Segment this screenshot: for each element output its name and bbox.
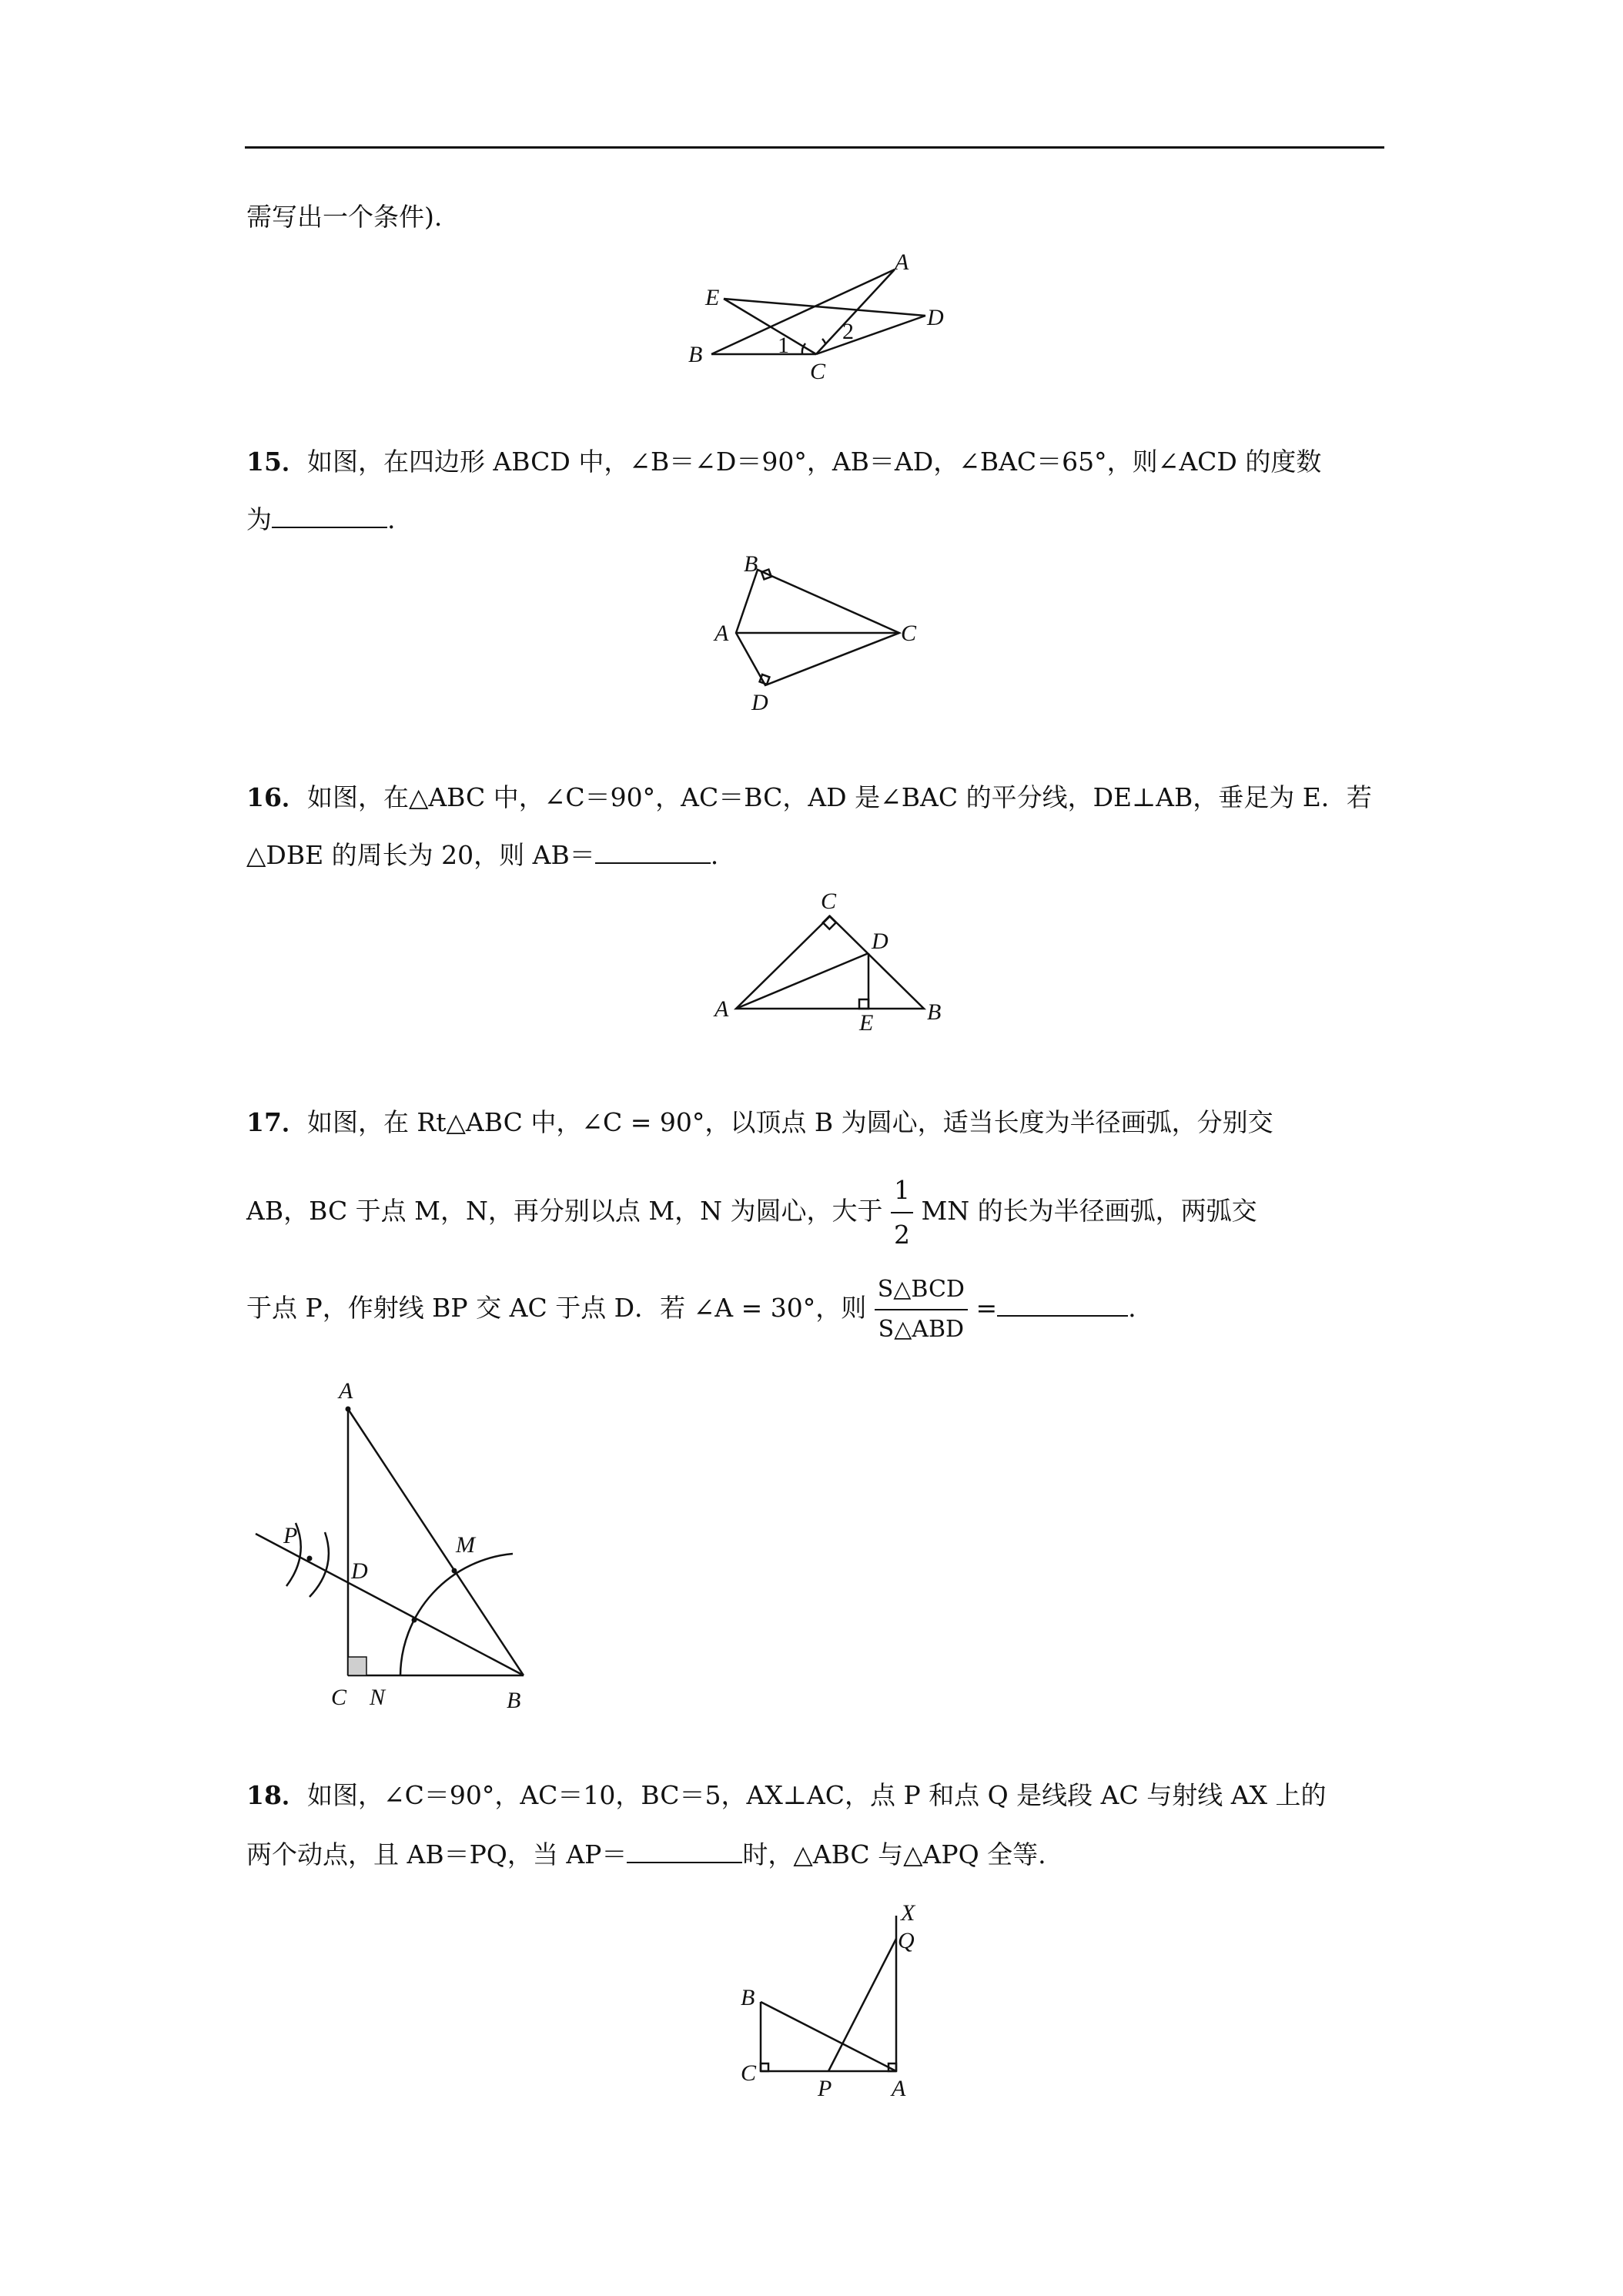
label-B: B xyxy=(688,342,703,367)
q16-line2-post: . xyxy=(710,840,719,870)
q18-text: 如图，∠C＝90°，AC＝10，BC＝5，AX⊥AC，点 P 和点 Q 是线段 AC 与射线 AX 上的 xyxy=(306,1780,1327,1810)
q17-line3-eq: = xyxy=(975,1293,998,1323)
q15-line2-post: . xyxy=(387,504,396,534)
q16-number: 16． xyxy=(246,782,307,812)
figure-q16 xyxy=(708,882,955,1036)
label-B: B xyxy=(507,1688,521,1713)
q17-ratio-num: S△BCD xyxy=(875,1270,968,1310)
q16-text: 如图，在△ABC 中，∠C＝90°，AC＝BC，AD 是∠BAC 的平分线，DE⊥AB，垂足为 E．若 xyxy=(306,782,1372,812)
label-M: M xyxy=(456,1532,475,1558)
q16-line1 xyxy=(246,782,1372,813)
label-C: C xyxy=(741,2060,757,2086)
label-D: D xyxy=(351,1558,368,1584)
label-D: D xyxy=(927,305,944,330)
q18-line1 xyxy=(246,1780,1327,1811)
answer-blank-q18[interactable] xyxy=(627,1839,742,1863)
label-Q: Q xyxy=(898,1928,915,1953)
label-C: C xyxy=(810,359,826,384)
fraction-half xyxy=(891,1169,913,1257)
q16-line2-pre: △DBE 的周长为 20，则 AB＝ xyxy=(246,840,595,870)
label-B: B xyxy=(744,551,758,577)
label-A: A xyxy=(892,2076,906,2101)
q17-line3-post: . xyxy=(1128,1293,1136,1323)
label-B: B xyxy=(741,1985,755,2010)
figure-q14 xyxy=(678,246,970,385)
answer-blank-q15[interactable] xyxy=(272,504,387,528)
q17-line2-pre: AB，BC 于点 M，N，再分别以点 M，N 为圆心，大于 xyxy=(246,1196,883,1226)
label-X: X xyxy=(901,1900,915,1926)
angle-label-2: 2 xyxy=(842,319,854,344)
q17-frac-den: 2 xyxy=(893,1220,910,1250)
q15-line1 xyxy=(246,447,1321,477)
q15-number: 15． xyxy=(246,447,307,477)
label-A: A xyxy=(339,1378,353,1404)
label-N: N xyxy=(370,1685,386,1710)
answer-blank-q17[interactable] xyxy=(997,1292,1128,1317)
label-A: A xyxy=(895,249,909,275)
q15-text: 如图，在四边形 ABCD 中，∠B＝∠D＝90°，AB＝AD，∠BAC＝65°，则∠ACD 的度数 xyxy=(306,447,1322,477)
label-E: E xyxy=(705,285,720,310)
q16-line2 xyxy=(246,839,718,871)
q17-number: 17． xyxy=(246,1107,307,1137)
answer-blank-q16[interactable] xyxy=(595,839,711,864)
label-B: B xyxy=(927,999,942,1025)
q17-line2-post: MN 的长为半径画弧，两弧交 xyxy=(921,1196,1257,1226)
figure-q15 xyxy=(708,543,939,720)
angle-label-1: 1 xyxy=(778,333,789,358)
label-D: D xyxy=(751,690,768,715)
header-rule xyxy=(245,146,1384,149)
label-P: P xyxy=(818,2076,832,2101)
q17-line1 xyxy=(246,1107,1273,1138)
label-P: P xyxy=(283,1523,298,1548)
label-E: E xyxy=(859,1010,874,1036)
q17-line2 xyxy=(246,1169,1257,1257)
label-C: C xyxy=(821,889,837,914)
q14-tail: 需写出一个条件). xyxy=(246,202,443,232)
q17-ratio-den: S△ABD xyxy=(878,1316,965,1343)
figure-q18 xyxy=(731,1886,932,2101)
area-ratio xyxy=(875,1270,968,1349)
q15-line2-pre: 为 xyxy=(246,504,272,534)
label-A: A xyxy=(714,621,729,646)
label-C: C xyxy=(331,1685,347,1710)
q17-line3 xyxy=(246,1270,1136,1349)
q18-line2-post: 时，△ABC 与△APQ 全等. xyxy=(742,1839,1046,1869)
label-A: A xyxy=(714,996,729,1022)
q17-text: 如图，在 Rt△ABC 中，∠C = 90°，以顶点 B 为圆心，适当长度为半径画弧，分别交 xyxy=(306,1107,1273,1137)
figure-q17 xyxy=(231,1363,554,1717)
q18-number: 18． xyxy=(246,1780,307,1810)
q17-frac-num: 1 xyxy=(891,1169,913,1213)
q17-line3-pre: 于点 P，作射线 BP 交 AC 于点 D．若 ∠A = 30°，则 xyxy=(246,1293,867,1323)
q15-line2 xyxy=(246,504,396,535)
q18-line2-pre: 两个动点，且 AB＝PQ，当 AP＝ xyxy=(246,1839,627,1869)
label-C: C xyxy=(901,621,917,646)
q18-line2 xyxy=(246,1839,1046,1870)
label-D: D xyxy=(872,929,888,954)
